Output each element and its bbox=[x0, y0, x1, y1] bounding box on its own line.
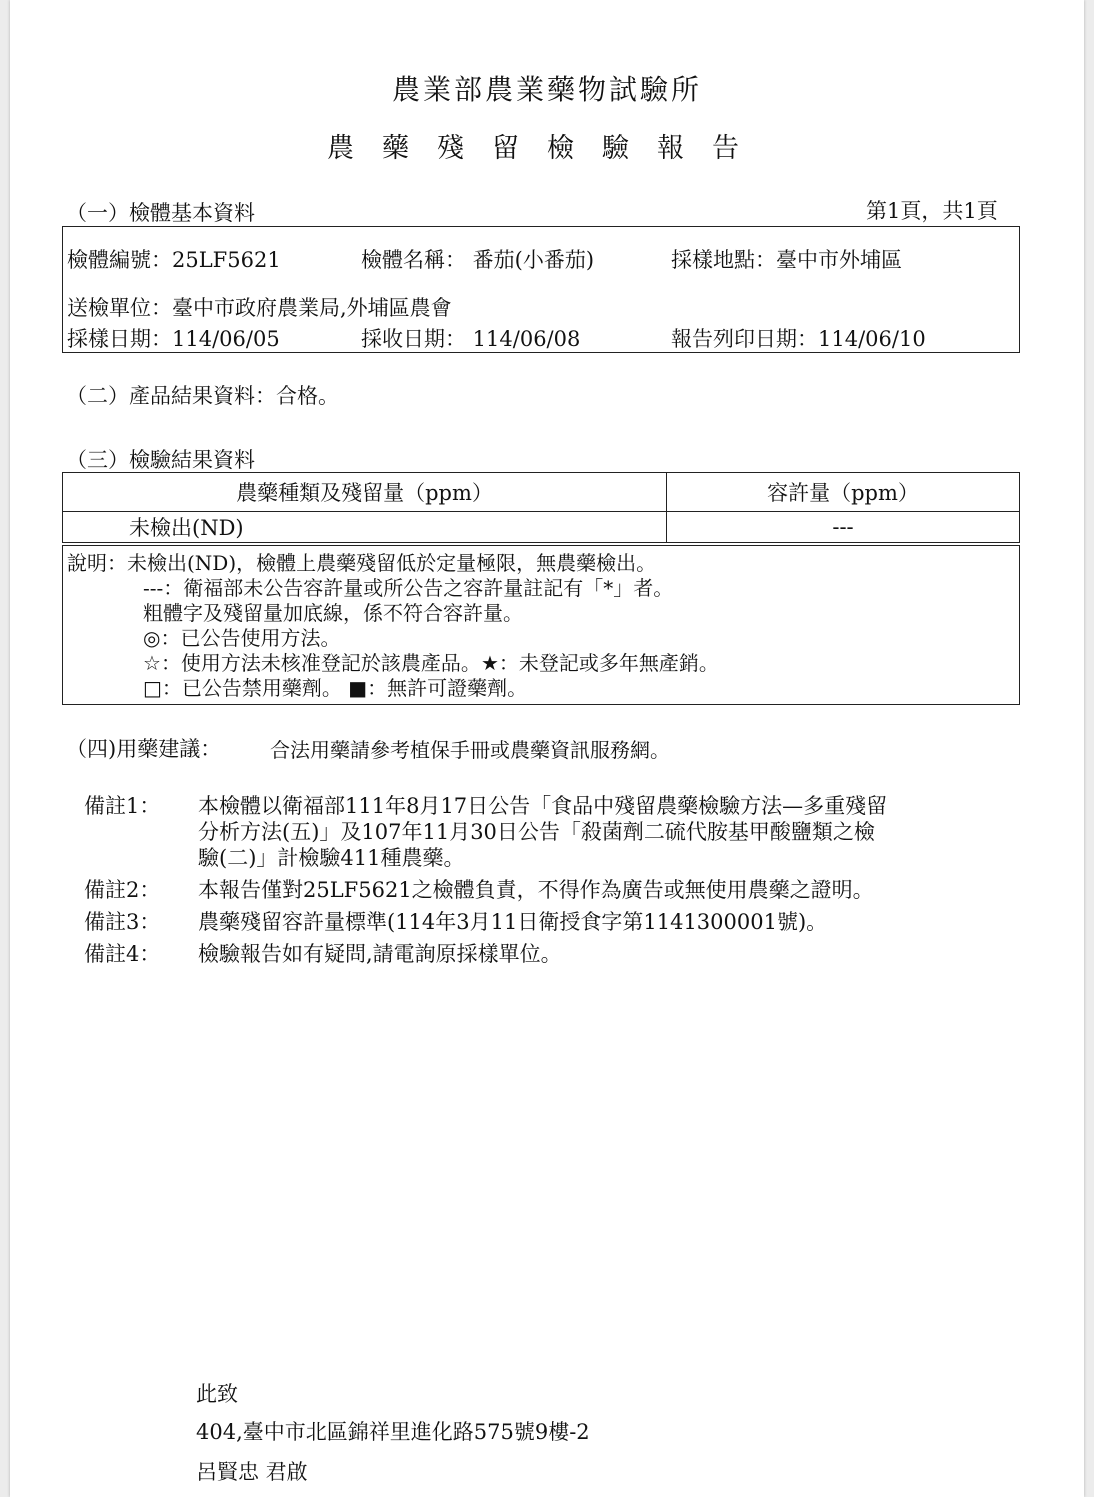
residue-cell: 未檢出(ND) bbox=[63, 512, 667, 543]
results-table bbox=[62, 472, 1020, 543]
remark1-line1: 本檢體以衛福部111年8月17日公告「食品中殘留農藥檢驗方法—多重殘留 bbox=[198, 794, 888, 818]
remark2-label: 備註2： bbox=[84, 878, 161, 902]
remark1-line3: 驗(二)」計檢驗411種農藥。 bbox=[198, 846, 465, 870]
sample-name: 檢體名稱： 番茄(小番茄) bbox=[361, 248, 595, 272]
recipient-name: 呂賢忠 君啟 bbox=[196, 1460, 308, 1484]
section1-heading: （一）檢體基本資料 bbox=[66, 201, 255, 225]
sampling-date: 採樣日期：114/06/05 bbox=[67, 327, 280, 351]
notes-box bbox=[62, 545, 1020, 705]
col-header-residue: 農藥種類及殘留量（ppm） bbox=[63, 473, 667, 512]
double-circle-icon: ◎ bbox=[143, 626, 161, 650]
remark1-label: 備註1： bbox=[84, 794, 161, 818]
section3-heading: （三）檢驗結果資料 bbox=[66, 448, 255, 472]
note-line-6: □：已公告禁用藥劑。 ■：無許可證藥劑。 bbox=[143, 676, 528, 700]
sampling-place: 採樣地點：臺中市外埔區 bbox=[671, 248, 902, 272]
recipient-address: 404,臺中市北區錦祥里進化路575號9樓-2 bbox=[196, 1420, 590, 1444]
submitter: 送檢單位：臺中市政府農業局,外埔區農會 bbox=[67, 296, 452, 320]
note-line-4: ◎：已公告使用方法。 bbox=[143, 626, 341, 650]
report-title: 農藥殘留檢驗報告 bbox=[327, 133, 767, 164]
remark3-line1: 農藥殘留容許量標準(114年3月11日衛授食字第1141300001號)。 bbox=[198, 910, 828, 934]
remark2-line1: 本報告僅對25LF5621之檢體負責，不得作為廣告或無使用農藥之證明。 bbox=[198, 878, 874, 902]
page-info: 第1頁，共1頁 bbox=[866, 199, 998, 223]
tolerance-cell: --- bbox=[667, 512, 1020, 543]
sample-info-box bbox=[62, 226, 1020, 353]
harvest-date: 採收日期： 114/06/08 bbox=[361, 327, 581, 351]
table-row bbox=[63, 512, 1020, 543]
remark4-label: 備註4： bbox=[84, 942, 161, 966]
remark3-label: 備註3： bbox=[84, 910, 161, 934]
remark1-line2: 分析方法(五)」及107年11月30日公告「殺菌劑二硫代胺基甲酸鹽類之檢 bbox=[198, 820, 875, 844]
print-date: 報告列印日期：114/06/10 bbox=[671, 327, 926, 351]
table-header-row bbox=[63, 473, 1020, 512]
institute-title: 農業部農業藥物試驗所 bbox=[391, 73, 702, 106]
section2-heading: （二）產品結果資料：合格。 bbox=[66, 384, 339, 408]
note-line-5: ☆：使用方法未核准登記於該農產品。★：未登記或多年無產銷。 bbox=[143, 651, 719, 675]
solid-square-icon: ■ bbox=[348, 676, 368, 700]
section4-text: 合法用藥請參考植保手冊或農藥資訊服務網。 bbox=[270, 738, 670, 762]
note-line-2: ---：衛福部未公告容許量或所公告之容許量註記有「*」者。 bbox=[143, 576, 674, 600]
note-line-3: 粗體字及殘留量加底線，係不符合容許量。 bbox=[143, 601, 523, 625]
closing-salutation: 此致 bbox=[196, 1382, 238, 1406]
section4-heading: （四)用藥建議： bbox=[66, 737, 222, 761]
outline-star-icon: ☆ bbox=[143, 651, 161, 675]
remark4-line1: 檢驗報告如有疑問,請電詢原採樣單位。 bbox=[198, 942, 562, 966]
col-header-tolerance: 容許量（ppm） bbox=[667, 473, 1020, 512]
outline-square-icon: □ bbox=[143, 676, 162, 700]
solid-star-icon: ★ bbox=[480, 651, 499, 675]
sample-no: 檢體編號：25LF5621 bbox=[67, 248, 281, 272]
note-line-1: 說明：未檢出(ND)，檢體上農藥殘留低於定量極限，無農藥檢出。 bbox=[67, 551, 657, 575]
